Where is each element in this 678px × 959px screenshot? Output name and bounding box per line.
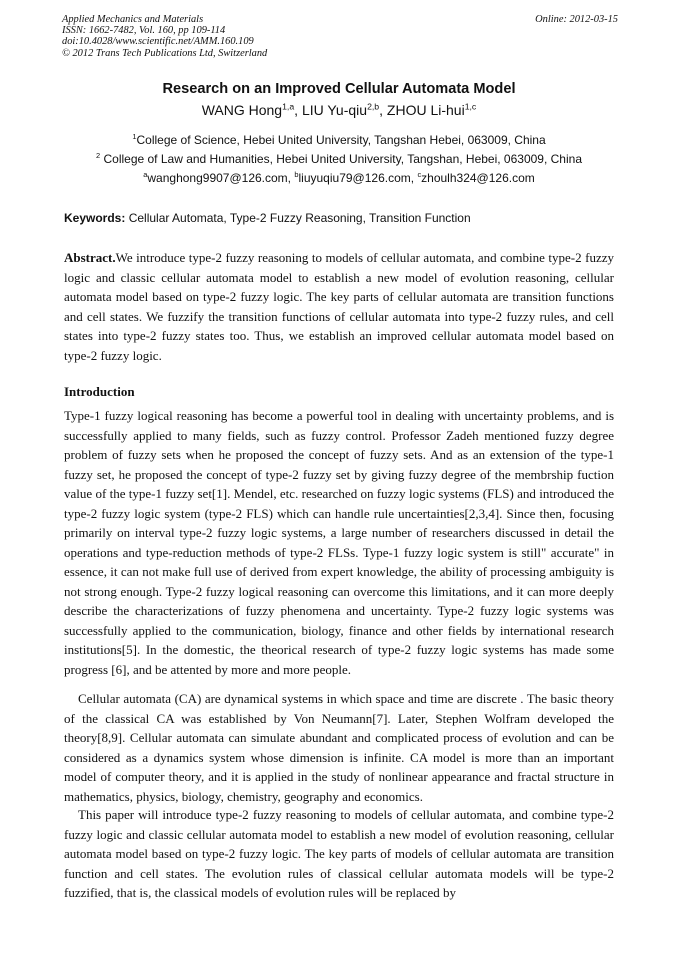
affiliation-text: College of Science, Hebei United University, Tangshan Hebei, 063009, China [136, 133, 546, 147]
keywords-text: Cellular Automata, Type-2 Fuzzy Reasoning, Transition Function [128, 211, 471, 225]
abstract-label: Abstract. [64, 250, 116, 265]
author-superscript: 2,b [367, 101, 380, 112]
email-address[interactable]: wanghong9907@126.com, [147, 171, 292, 185]
intro-paragraph-3: This paper will introduce type-2 fuzzy reasoning to models of cellular automata, and combine type-2 fuzzy logic and classic cellular automata model to establish a new model of evolution reasoning, cellular automata model based on type-2 fuzzy logic. The key parts of models of cellular automata are transition function and cell states. The evolution rules of classical cellular automata models will be type-2 fuzzified, that is, the classical models of evolution rules will be replaced by [64, 807, 614, 900]
journal-header [62, 14, 618, 59]
affiliation-marker: 1 [132, 132, 137, 141]
abstract-text: We introduce type-2 fuzzy reasoning to models of cellular automata, and combine type-2 fuzzy logic and classic cellular automata model to establish a new model of evolution reasoning, cellular automata model based on type-2 fuzzy logic. The key parts of cellular automata are transition functions and cell states. We fuzzify the transition functions of cellular automata into type-2 fuzzy rules, and cell states into type-2 fuzzy states too. Thus, we establish an improved cellular automata model based on type-2 fuzzy logic. [64, 250, 614, 363]
email-marker: c [417, 170, 422, 179]
affiliation-2 [0, 152, 678, 166]
doi-line: doi:10.4028/www.scientific.net/AMM.160.109 [62, 36, 254, 48]
author-superscript: 1,c [464, 101, 477, 112]
affiliation-1 [0, 133, 678, 147]
email-line [0, 171, 678, 185]
email-marker: a [143, 170, 148, 179]
email-address[interactable]: zhoulh324@126.com [421, 171, 535, 185]
paper-title: Research on an Improved Cellular Automata Model [162, 81, 516, 97]
author-list: WANG Hong$^{1,a}$, LIU Yu-qiu$^{2,b}$, ZHOU Li-hui$^{1,c}$ [201, 101, 477, 118]
email-address[interactable]: liuyuqiu79@126.com, [298, 171, 415, 185]
journal-name: Applied Mechanics and Materials [62, 14, 204, 25]
online-date: Online: 2012-03-15 [535, 14, 618, 25]
affiliation-marker: 2 [96, 151, 101, 160]
author-superscript: 1,a [282, 101, 295, 112]
issn-line: ISSN: 1662-7482, Vol. 160, pp 109-114 [62, 25, 226, 37]
section-heading: Introduction [64, 384, 135, 399]
abstract-paragraph [64, 248, 614, 365]
author-name: ZHOU Li-hui [386, 102, 465, 118]
keywords-line [64, 211, 471, 225]
author-name: WANG Hong [201, 102, 283, 118]
email-marker: b [294, 170, 299, 179]
author-name: LIU Yu-qiu [301, 102, 368, 118]
copyright-line: © 2012 Trans Tech Publications Ltd, Switzerland [62, 47, 268, 59]
intro-paragraph-1: Type-1 fuzzy logical reasoning has become a powerful tool in dealing with uncertainty problems, and is successfully applied to many fields, such as fuzzy control. Professor Zadeh mentioned fuzzy degree problem of fuzzy sets when he proposed the concept of fuzzy sets. And as an extension of the type-1 fuzzy set, he proposed the concept of type-2 fuzzy set by giving fuzzy degree of the membrship fuction value of the type-1 fuzzy set[1]. Mendel, etc. researched on fuzzy logic systems (FLS) and introduced the type-2 fuzzy logic system (type-2 FLS) which can handle rule uncertainties[2,3,4]. Since then, focusing primarily on interval type-2 fuzzy logic systems, a large number of researchers discussed in detail the operations and type-reduction methods of type-2 FLSs. Type-1 fuzzy logic system is still" accurate" in essence, it can not make full use of derived from expert knowledge, the ability of processing ambiguity is not strong enough. Type-2 fuzzy logical reasoning can overcome this limitations, and it can more deeply describe the characterizations of fuzzy phenomena and uncertainty. Type-2 fuzzy logic systems was successfully applied to the communication, biology, finance and other fields by international research institutions[5]. In the domestic, the theorical research of type-2 fuzzy logic systems has made some progress [6], and be attented by more and more people. [64, 408, 614, 677]
intro-paragraph-2: Cellular automata (CA) are dynamical systems in which space and time are discrete . The basic theory of the classical CA was established by Von Neumann[7]. Later, Stephen Wolfram developed the theory[8,9]. Cellular automata can simulate abundant and complicated process of evolution and can be considered as a dynamics system whose dimension is infinite. CA model is more than an important model of computer theory, and it is applied in the study of nonlinear appearance and fractal structure in mathematics, physics, biology, chemistry, geography and economics. [64, 691, 614, 804]
keywords-label: Keywords: [64, 211, 126, 225]
affiliation-text: College of Law and Humanities, Hebei United University, Tangshan, Hebei, 063009, China [103, 152, 582, 166]
